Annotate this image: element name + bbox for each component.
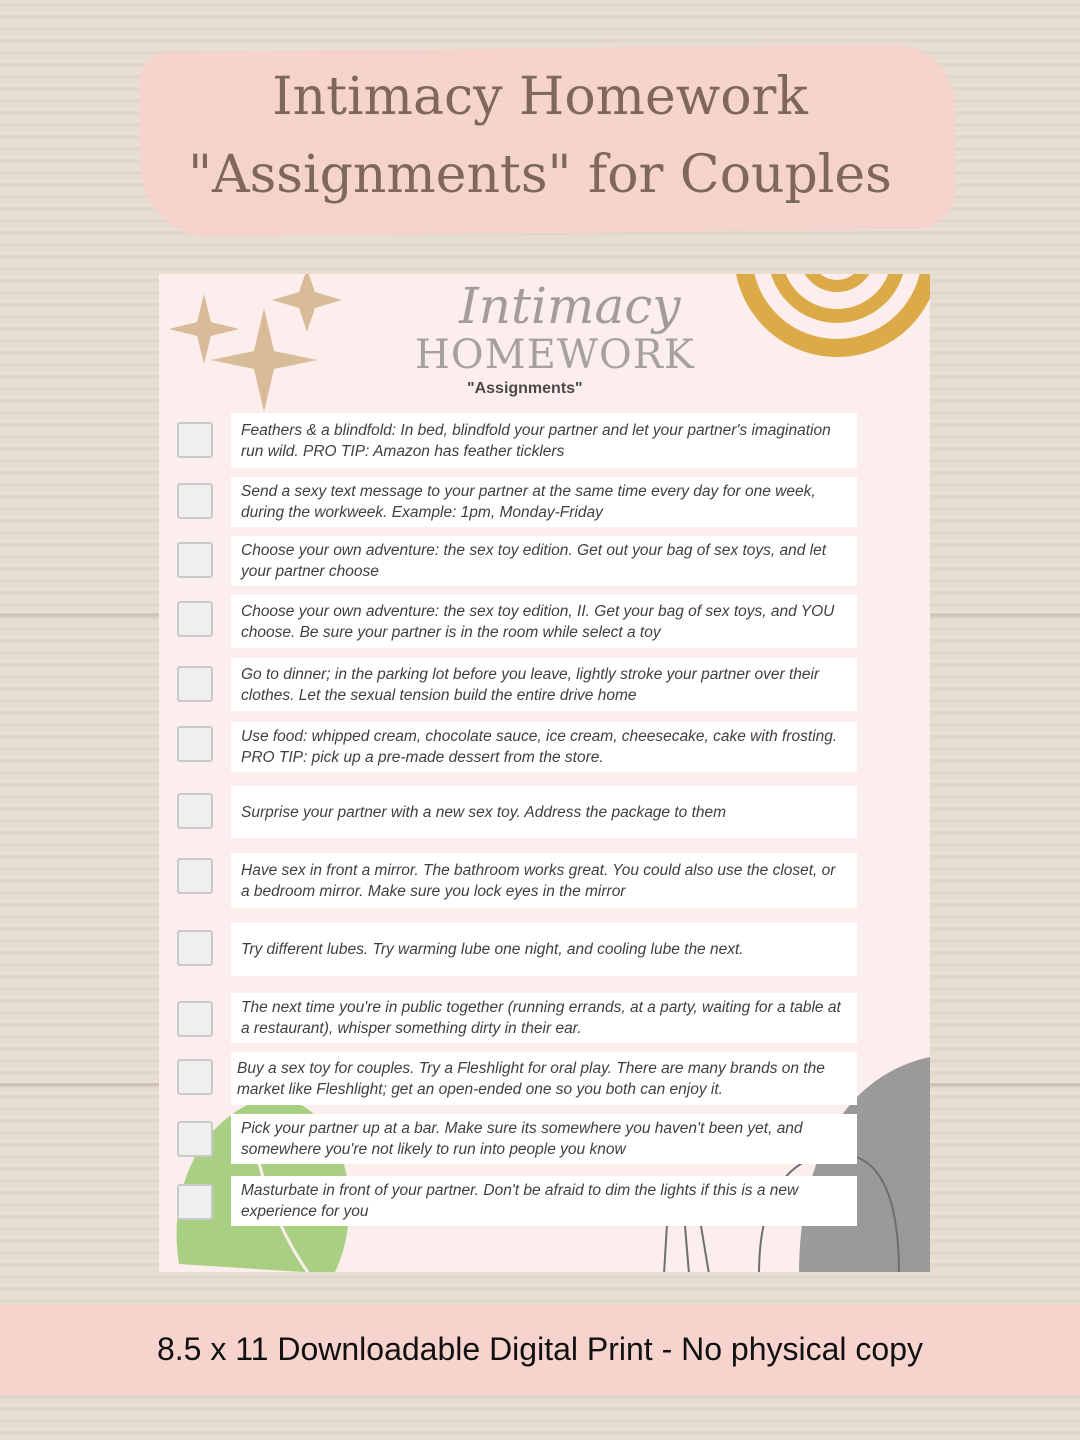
rainbow-arc-icon <box>743 274 930 348</box>
task-item: Feathers & a blindfold: In bed, blindfold your partner and let your partner's imagination run wild. PRO TIP: Amazon has feather ticklers <box>231 413 857 468</box>
homework-sheet <box>159 274 930 1272</box>
script-title: Intimacy <box>459 277 681 335</box>
task-item: Pick your partner up at a bar. Make sure its somewhere you haven't been yet, and somewhere you're not likely to run into people you know <box>231 1114 857 1164</box>
task-checkbox[interactable] <box>177 793 213 829</box>
task-item: Send a sexy text message to your partner at the same time every day for one week, during the workweek. Example: 1pm, Monday-Friday <box>231 477 857 527</box>
task-checkbox[interactable] <box>177 1059 213 1095</box>
task-checkbox[interactable] <box>177 601 213 637</box>
task-checkbox[interactable] <box>177 1121 213 1157</box>
footer-note: 8.5 x 11 Downloadable Digital Print - No physical copy <box>156 1331 923 1367</box>
task-checkbox[interactable] <box>177 1001 213 1037</box>
task-item: Choose your own adventure: the sex toy edition. Get out your bag of sex toys, and let your partner choose <box>231 536 857 586</box>
task-item: Surprise your partner with a new sex toy. Address the package to them <box>231 786 857 838</box>
task-checkbox[interactable] <box>177 542 213 578</box>
task-item: Have sex in front a mirror. The bathroom works great. You could also use the closet, or a bedroom mirror. Make sure you lock eyes in the mirror <box>231 853 857 908</box>
task-checkbox[interactable] <box>177 858 213 894</box>
title-line-2: "Assignments" for Couples <box>188 145 892 205</box>
task-item: Buy a sex toy for couples. Try a Fleshlight for oral play. There are many brands on the market like Fleshlight; get an open-ended one so you both can enjoy it. <box>231 1052 857 1105</box>
task-item: Use food: whipped cream, chocolate sauce, ice cream, cheesecake, cake with frosting. PRO TIP: pick up a pre-made dessert from the store. <box>231 722 857 772</box>
assignments-subheading: "Assignments" <box>467 380 583 397</box>
task-item: Go to dinner; in the parking lot before you leave, lightly stroke your partner over their clothes. Let the sexual tension build the entire drive home <box>231 658 857 711</box>
task-checkbox[interactable] <box>177 1184 213 1220</box>
task-item: The next time you're in public together (running errands, at a party, waiting for a table at a restaurant), whisper something dirty in their ear. <box>231 993 857 1043</box>
task-item: Choose your own adventure: the sex toy edition, II. Get your bag of sex toys, and YOU choose. Be sure your partner is in the room while select a toy <box>231 595 857 648</box>
task-item: Masturbate in front of your partner. Don't be afraid to dim the lights if this is a new experience for you <box>231 1176 857 1226</box>
task-checkbox[interactable] <box>177 726 213 762</box>
task-checkbox[interactable] <box>177 666 213 702</box>
sparkle-icon <box>169 274 342 412</box>
homework-heading: HOMEWORK <box>415 332 695 378</box>
task-item: Try different lubes. Try warming lube one night, and cooling lube the next. <box>231 923 857 976</box>
title-line-1: Intimacy Homework <box>272 67 808 127</box>
task-checkbox[interactable] <box>177 930 213 966</box>
task-checkbox[interactable] <box>177 422 213 458</box>
task-checkbox[interactable] <box>177 483 213 519</box>
page-title <box>100 58 980 214</box>
